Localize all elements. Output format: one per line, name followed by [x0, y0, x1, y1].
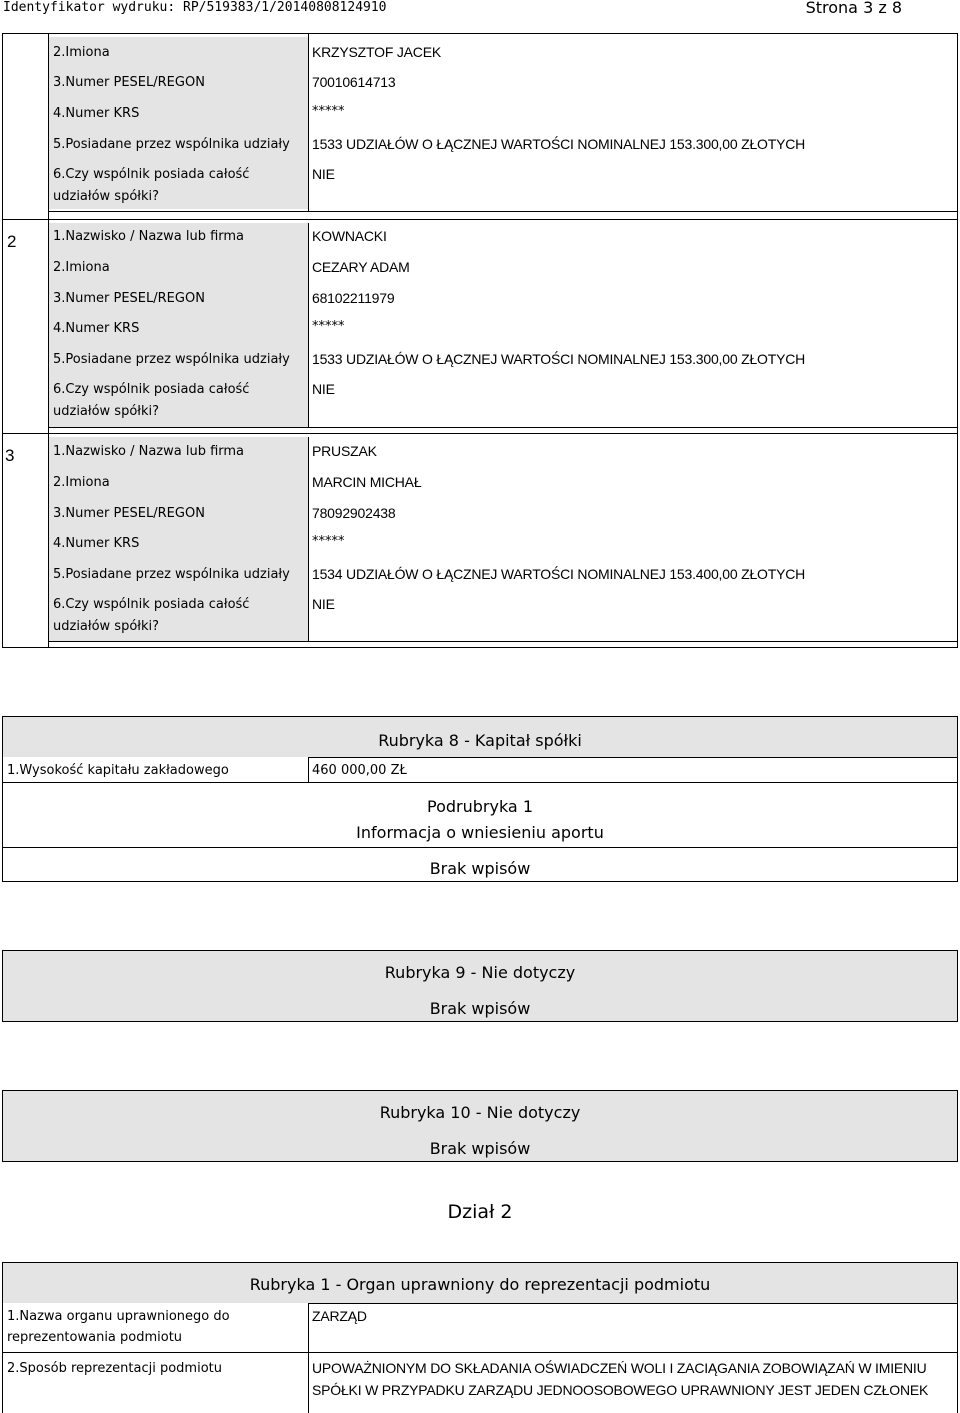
partner1-krs-label: 4.Numer KRS: [53, 106, 140, 121]
partner2-imiona-value: CEZARY ADAM: [312, 259, 410, 275]
partner1-udzialy-value: 1533 UDZIAŁÓW O ŁĄCZNEJ WARTOŚCI NOMINALNEJ 153.300,00 ZŁOTYCH: [312, 136, 806, 152]
partner1-calosc-label-2: udziałów spółki?: [53, 189, 160, 204]
partner2-nazwisko-label: 1.Nazwisko / Nazwa lub firma: [53, 229, 245, 244]
capital-value: 460 000,00 ZŁ: [312, 763, 407, 778]
rubryka8-title: Rubryka 8 - Kapitał spółki: [378, 731, 582, 750]
partner2-krs-value: *****: [312, 319, 345, 334]
partner3-krs-label: 4.Numer KRS: [53, 536, 140, 551]
partner3-calosc-label-1: 6.Czy wspólnik posiada całość: [53, 597, 250, 612]
partner2-pesel-label: 3.Numer PESEL/REGON: [53, 291, 205, 306]
sposob-label: 2.Sposób reprezentacji podmiotu: [7, 1361, 222, 1376]
dzial2-title: Dział 2: [447, 1201, 513, 1223]
partner3-pesel-value: 78092902438: [312, 505, 396, 521]
partner1-calosc-label-1: 6.Czy wspólnik posiada całość: [53, 167, 250, 182]
rubryka10-title: Rubryka 10 - Nie dotyczy: [379, 1103, 581, 1122]
partner3-krs-value: *****: [312, 534, 345, 549]
partner2-pesel-value: 68102211979: [312, 290, 395, 306]
partner3-calosc-label-2: udziałów spółki?: [53, 619, 160, 634]
partner1-imiona-label: 2.Imiona: [53, 45, 110, 60]
page-number: Strona 3 z 8: [805, 0, 902, 17]
partner3-nazwisko-value: PRUSZAK: [312, 443, 377, 459]
partner3-imiona-label: 2.Imiona: [53, 475, 110, 490]
organ-label-1: 1.Nazwa organu uprawnionego do: [7, 1309, 230, 1324]
partner2-udzialy-value: 1533 UDZIAŁÓW O ŁĄCZNEJ WARTOŚCI NOMINALNEJ 153.300,00 ZŁOTYCH: [312, 351, 806, 367]
partner1-pesel-label: 3.Numer PESEL/REGON: [53, 75, 205, 90]
print-identifier: Identyfikator wydruku: RP/519383/1/20140808124910: [3, 0, 387, 15]
organ-value: ZARZĄD: [312, 1308, 367, 1324]
partner3-number: 3: [5, 446, 15, 465]
partner2-calosc-value: NIE: [312, 381, 335, 397]
partner1-imiona-value: KRZYSZTOF JACEK: [312, 44, 441, 60]
partner1-pesel-value: 70010614713: [312, 74, 396, 90]
partner3-nazwisko-label: 1.Nazwisko / Nazwa lub firma: [53, 444, 245, 459]
podrubryka-empty: Brak wpisów: [429, 859, 531, 878]
dzial2-rubryka1-title: Rubryka 1 - Organ uprawniony do reprezentacji podmiotu: [249, 1275, 711, 1294]
rubryka9-empty: Brak wpisów: [429, 999, 531, 1018]
podrubryka-subtitle: Informacja o wniesieniu aportu: [356, 823, 604, 842]
organ-label-2: reprezentowania podmiotu: [7, 1330, 183, 1345]
partner2-nazwisko-value: KOWNACKI: [312, 228, 387, 244]
podrubryka-title: Podrubryka 1: [427, 797, 533, 816]
partner1-krs-value: *****: [312, 104, 345, 119]
partner3-calosc-value: NIE: [312, 596, 335, 612]
partner3-imiona-value: MARCIN MICHAŁ: [312, 474, 422, 490]
partner3-pesel-label: 3.Numer PESEL/REGON: [53, 506, 205, 521]
partner2-udzialy-label: 5.Posiadane przez wspólnika udziały: [53, 352, 290, 367]
rubryka9-title: Rubryka 9 - Nie dotyczy: [384, 963, 576, 982]
rubryka10-empty: Brak wpisów: [429, 1139, 531, 1158]
partner1-udzialy-label: 5.Posiadane przez wspólnika udziały: [53, 137, 290, 152]
partner2-calosc-label-2: udziałów spółki?: [53, 404, 160, 419]
partner1-calosc-value: NIE: [312, 166, 335, 182]
partner3-udzialy-value: 1534 UDZIAŁÓW O ŁĄCZNEJ WARTOŚCI NOMINALNEJ 153.400,00 ZŁOTYCH: [312, 566, 806, 582]
capital-label: 1.Wysokość kapitału zakładowego: [7, 763, 229, 778]
sposob-value-1: UPOWAŻNIONYM DO SKŁADANIA OŚWIADCZEŃ WOLI I ZACIĄGANIA ZOBOWIĄZAŃ W IMIENIU: [312, 1360, 927, 1376]
partner3-udzialy-label: 5.Posiadane przez wspólnika udziały: [53, 567, 290, 582]
partner2-krs-label: 4.Numer KRS: [53, 321, 140, 336]
partner2-number: 2: [7, 232, 17, 251]
sposob-value-2: SPÓŁKI W PRZYPADKU ZARZĄDU JEDNOOSOBOWEGO UPRAWNIONY JEST JEDEN CZŁONEK: [312, 1382, 929, 1398]
partner2-imiona-label: 2.Imiona: [53, 260, 110, 275]
partner2-calosc-label-1: 6.Czy wspólnik posiada całość: [53, 382, 250, 397]
